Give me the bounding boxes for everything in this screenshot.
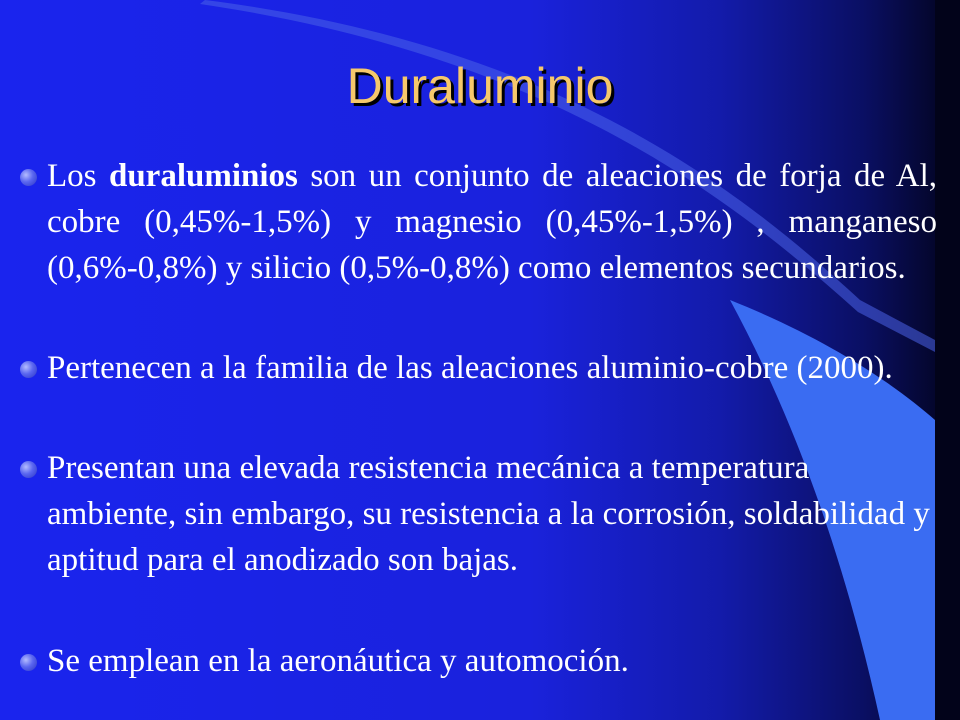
bullet-dot-icon (20, 361, 37, 378)
bullet-item (47, 153, 937, 291)
bullet-item (47, 345, 937, 391)
bullet-text: Presentan una elevada resistencia mecánica a temperatura ambiente, sin embargo, su resistencia a la corrosión, soldabilidad y aptitud para el anodizado son bajas. (47, 450, 930, 578)
bullet-dot-icon (20, 461, 37, 478)
bullet-item (47, 638, 937, 684)
bullet-text-bold: duraluminios (108, 158, 298, 194)
bullet-dot-icon (20, 169, 37, 186)
slide-title: Duraluminio (346, 58, 614, 114)
bullet-item (47, 445, 937, 583)
bullet-text: Se emplean en la aeronáutica y automoción. (47, 643, 629, 679)
bullet-text-lead: Los (47, 158, 109, 194)
bullet-text: Pertenecen a la familia de las aleaciones aluminio-cobre (2000). (47, 350, 893, 386)
bullet-text-rest: son un conjunto de aleaciones de forja de Al, cobre (0,45%-1,5%) y magnesio (0,45%-1,5%) , manganeso (0,6%-0,8%) y silicio (0,5%-0,8%) como elementos secundarios. (47, 158, 937, 286)
bullet-dot-icon (20, 654, 37, 671)
